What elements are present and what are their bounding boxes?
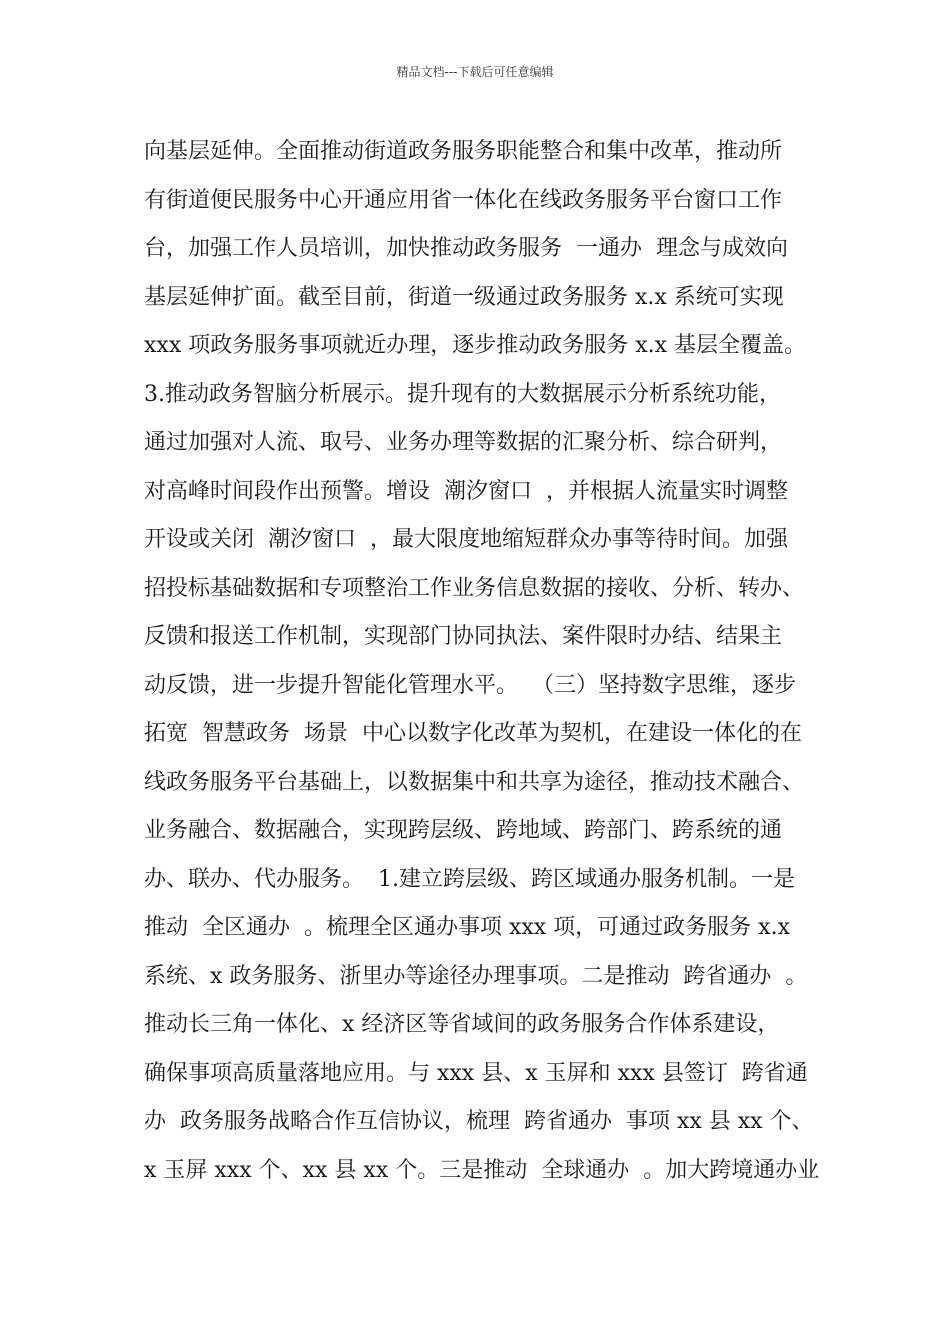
text-line: 动反馈，进一步提升智能化管理水平。 （三）坚持数字思维，逐步 xyxy=(144,672,796,698)
text-line: 推动 全区通办 。梳理全区通办事项 xxx 项，可通过政务服务 x.x xyxy=(144,915,790,940)
text-line: 确保事项高质量落地应用。与 xxx 县、x 玉屏和 xxx 县签订 跨省通 xyxy=(144,1060,808,1086)
text-line: 办、联办、代办服务。 1.建立跨层级、跨区域通办服务机制。一是 xyxy=(144,866,795,892)
text-line: 通过加强对人流、取号、业务办理等数据的汇聚分析、综合研判， xyxy=(144,430,783,455)
document-body xyxy=(144,128,834,1195)
text-line: 有街道便民服务中心开通应用省一体化在线政务服务平台窗口工作 xyxy=(144,187,783,213)
text-line: 拓宽 智慧政务 场景 中心以数字化改革为契机，在建设一体化的在 xyxy=(144,721,802,746)
text-line: 推动长三角一体化、x 经济区等省域间的政务服务合作体系建设， xyxy=(144,1012,780,1037)
text-line: x 玉屏 xxx 个、xx 县 xx 个。三是推动 全球通办 。加大跨境通办业 xyxy=(144,1157,820,1183)
text-line: 线政务服务平台基础上，以数据集中和共享为途径，推动技术融合、 xyxy=(144,769,805,795)
text-line: 招投标基础数据和专项整治工作业务信息数据的接收、分析、转办、 xyxy=(144,575,805,601)
text-line: 开设或关闭 潮汐窗口 ，最大限度地缩短群众办事等待时间。加强 xyxy=(144,527,788,552)
text-line: 对高峰时间段作出预警。增设 潮汐窗口 ，并根据人流量实时调整 xyxy=(144,478,788,504)
text-line: 3.推动政务智脑分析展示。提升现有的大数据展示分析系统功能， xyxy=(144,381,781,407)
text-line: xxx 项政务服务事项就近办理，逐步推动政务服务 x.x 基层全覆盖。 xyxy=(144,333,807,358)
text-line: 办 政务服务战略合作互信协议，梳理 跨省通办 事项 xx 县 xx 个、 xyxy=(144,1109,814,1134)
text-line: 业务融合、数据融合，实现跨层级、跨地域、跨部门、跨系统的通 xyxy=(144,818,783,843)
text-line: 向基层延伸。全面推动街道政务服务职能整合和集中改革，推动所 xyxy=(144,139,783,164)
page-header: 精品文档---下载后可任意编辑 xyxy=(396,65,554,79)
text-line: 系统、x 政务服务、浙里办等途径办理事项。二是推动 跨省通办 。 xyxy=(144,963,808,989)
text-line: 台，加强工作人员培训，加快推动政务服务 一通办 理念与成效向 xyxy=(144,236,788,261)
text-line: 反馈和报送工作机制，实现部门协同执法、案件限时办结、结果主 xyxy=(144,624,783,649)
text-line: 基层延伸扩面。截至目前，街道一级通过政务服务 x.x 系统可实现 xyxy=(144,284,784,310)
